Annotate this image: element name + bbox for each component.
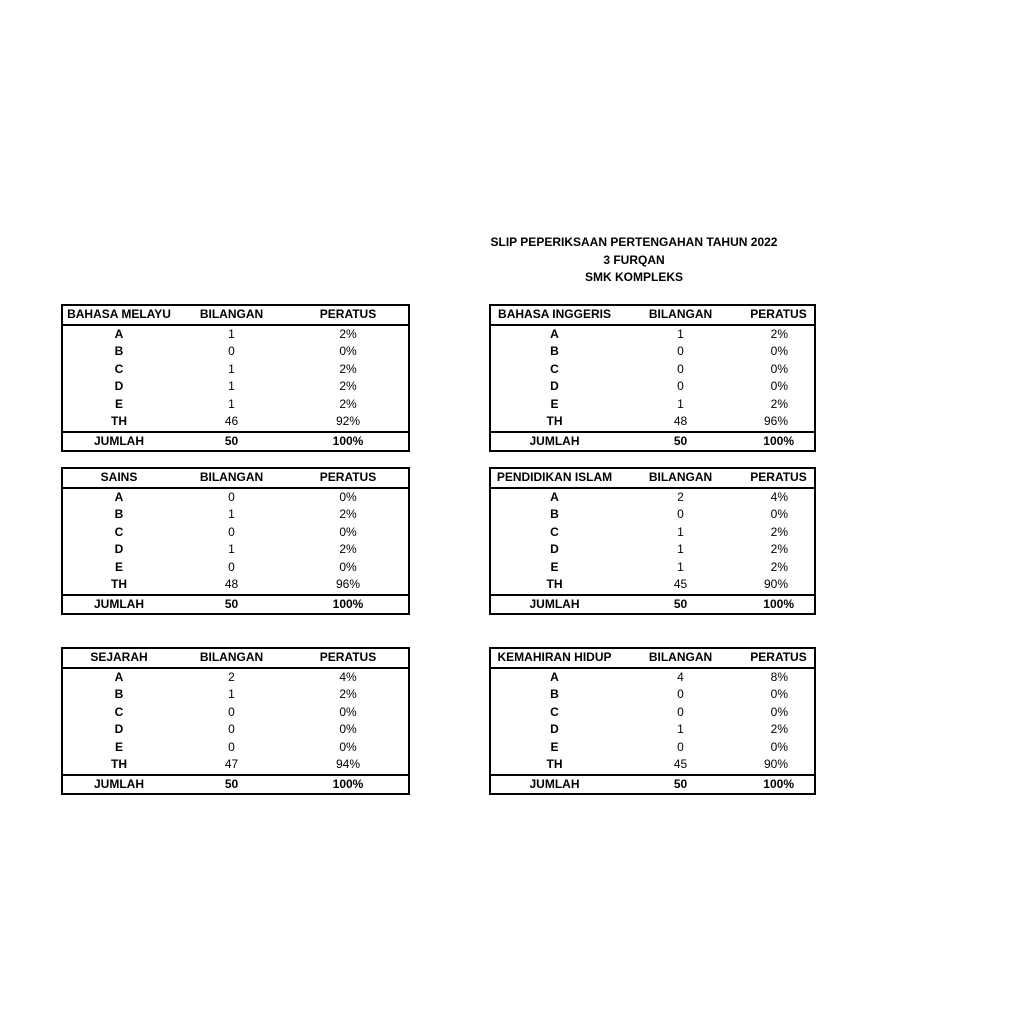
subject-header: SAINS: [62, 468, 175, 488]
total-count: 50: [175, 595, 288, 615]
grade-cell: B: [114, 507, 124, 521]
grade-cell: TH: [111, 757, 127, 771]
grade-cell: A: [114, 669, 124, 684]
total-row: [62, 432, 409, 452]
percent-cell: 0%: [339, 722, 357, 736]
total-percent: 100%: [288, 432, 409, 452]
table-row: [490, 721, 815, 739]
percent-cell: 2%: [339, 379, 357, 393]
subject-table-sejarah: [61, 647, 410, 795]
count-cell: 1: [677, 542, 684, 556]
percent-cell: 2%: [339, 542, 357, 556]
grade-cell: D: [550, 379, 559, 393]
table-row: [62, 413, 409, 432]
table-row: [62, 559, 409, 577]
table-row: [490, 343, 815, 361]
table-row: [62, 756, 409, 775]
grade-cell: TH: [546, 577, 563, 591]
count-cell: 1: [228, 687, 235, 701]
grade-cell: A: [550, 326, 559, 341]
grade-cell: C: [550, 524, 559, 539]
table-row: [490, 413, 815, 432]
total-count: 50: [175, 775, 288, 795]
percent-cell: 90%: [763, 757, 788, 771]
table-row: [490, 686, 815, 704]
percent-cell: 2%: [770, 722, 788, 736]
count-header: BILANGAN: [618, 468, 743, 488]
table-row: [490, 668, 815, 687]
count-cell: 46: [224, 414, 239, 428]
total-count: 50: [618, 595, 743, 615]
table-row: [490, 325, 815, 344]
table-row: [62, 396, 409, 414]
percent-cell: 0%: [339, 524, 357, 539]
percent-cell: 2%: [339, 361, 357, 376]
grade-cell: D: [550, 542, 559, 556]
count-cell: 0: [677, 507, 684, 521]
grade-cell: C: [550, 361, 559, 376]
count-cell: 0: [677, 361, 684, 376]
table-row: [490, 559, 815, 577]
table-row: [490, 739, 815, 757]
grade-cell: C: [550, 704, 559, 719]
grade-cell: C: [114, 361, 124, 376]
percent-cell: 92%: [335, 414, 361, 428]
count-cell: 0: [228, 524, 235, 539]
percent-header: PERATUS: [288, 468, 409, 488]
subject-table-kemahiran-hidup: [489, 647, 816, 795]
percent-cell: 4%: [770, 489, 788, 504]
table-row: [490, 756, 815, 775]
percent-header: PERATUS: [743, 648, 815, 668]
total-percent: 100%: [743, 775, 815, 795]
grade-cell: E: [550, 559, 559, 574]
count-cell: 0: [677, 379, 684, 393]
percent-cell: 0%: [770, 344, 788, 358]
total-label: JUMLAH: [62, 775, 175, 795]
grade-cell: E: [114, 559, 123, 574]
subject-header: BAHASA MELAYU: [62, 305, 175, 325]
grade-cell: D: [114, 542, 124, 556]
count-cell: 0: [677, 704, 684, 719]
count-cell: 0: [677, 687, 684, 701]
subject-header: BAHASA INGGERIS: [490, 305, 618, 325]
total-count: 50: [618, 775, 743, 795]
subject-table-bahasa-inggeris: [489, 304, 816, 452]
percent-cell: 2%: [770, 559, 788, 574]
percent-cell: 2%: [770, 326, 788, 341]
total-row: [490, 595, 815, 615]
count-cell: 1: [677, 559, 684, 574]
grade-cell: C: [114, 704, 124, 719]
table-row: [62, 343, 409, 361]
count-cell: 1: [228, 379, 235, 393]
total-percent: 100%: [743, 595, 815, 615]
table-row: [62, 541, 409, 559]
grade-cell: B: [114, 344, 124, 358]
total-row: [62, 595, 409, 615]
grade-cell: E: [550, 396, 559, 411]
percent-cell: 0%: [770, 361, 788, 376]
count-cell: 1: [677, 524, 684, 539]
count-cell: 0: [228, 344, 235, 358]
percent-cell: 2%: [339, 687, 357, 701]
class-name: 3 FURQAN: [603, 252, 665, 267]
total-count: 50: [175, 432, 288, 452]
count-cell: 0: [228, 489, 235, 504]
count-header: BILANGAN: [618, 305, 743, 325]
table-row: [62, 686, 409, 704]
grade-cell: B: [550, 344, 559, 358]
count-cell: 2: [677, 489, 684, 504]
percent-cell: 2%: [770, 396, 788, 411]
grade-cell: B: [550, 507, 559, 521]
total-percent: 100%: [288, 595, 409, 615]
percent-cell: 0%: [339, 489, 357, 504]
count-cell: 0: [677, 739, 684, 754]
count-cell: 1: [677, 722, 684, 736]
grade-cell: TH: [111, 414, 127, 428]
count-cell: 1: [228, 542, 235, 556]
grade-cell: D: [550, 722, 559, 736]
count-cell: 4: [677, 669, 684, 684]
count-header: BILANGAN: [175, 648, 288, 668]
grade-cell: A: [550, 489, 559, 504]
count-cell: 0: [228, 559, 235, 574]
percent-header: PERATUS: [288, 305, 409, 325]
count-cell: 48: [224, 577, 239, 591]
count-cell: 0: [228, 722, 235, 736]
count-cell: 48: [673, 414, 688, 428]
table-row: [62, 378, 409, 396]
grade-cell: TH: [546, 414, 563, 428]
grade-cell: A: [550, 669, 559, 684]
total-row: [490, 775, 815, 795]
grade-cell: B: [114, 687, 124, 701]
grade-cell: A: [114, 326, 124, 341]
percent-cell: 2%: [770, 542, 788, 556]
total-percent: 100%: [743, 432, 815, 452]
table-row: [490, 488, 815, 507]
grade-cell: D: [114, 379, 124, 393]
percent-cell: 0%: [339, 344, 357, 358]
count-cell: 1: [228, 326, 235, 341]
percent-cell: 94%: [335, 757, 361, 771]
table-row: [490, 361, 815, 379]
percent-cell: 96%: [763, 414, 788, 428]
percent-cell: 0%: [770, 687, 788, 701]
grade-cell: D: [114, 722, 124, 736]
total-label: JUMLAH: [490, 595, 618, 615]
percent-cell: 0%: [770, 507, 788, 521]
grade-cell: TH: [546, 757, 563, 771]
percent-header: PERATUS: [743, 468, 815, 488]
exam-title: SLIP PEPERIKSAAN PERTENGAHAN TAHUN 2022: [490, 235, 778, 249]
table-row: [62, 739, 409, 757]
table-row: [490, 576, 815, 595]
percent-cell: 0%: [770, 739, 788, 754]
percent-cell: 96%: [335, 577, 361, 591]
percent-cell: 2%: [339, 326, 357, 341]
total-row: [62, 775, 409, 795]
total-row: [490, 432, 815, 452]
grade-cell: C: [114, 524, 124, 539]
count-cell: 1: [228, 396, 235, 411]
subject-table-pendidikan-islam: [489, 467, 816, 615]
total-label: JUMLAH: [62, 432, 175, 452]
table-row: [62, 668, 409, 687]
count-header: BILANGAN: [175, 305, 288, 325]
table-row: [490, 704, 815, 722]
count-cell: 2: [228, 669, 235, 684]
table-row: [62, 524, 409, 542]
table-row: [490, 378, 815, 396]
percent-header: PERATUS: [288, 648, 409, 668]
total-label: JUMLAH: [490, 775, 618, 795]
table-row: [62, 506, 409, 524]
table-row: [62, 488, 409, 507]
percent-cell: 0%: [339, 559, 357, 574]
subject-header: PENDIDIKAN ISLAM: [490, 468, 618, 488]
grade-cell: E: [114, 739, 123, 754]
grade-cell: A: [114, 489, 124, 504]
grade-cell: TH: [111, 577, 127, 591]
count-cell: 1: [677, 396, 684, 411]
table-row: [490, 524, 815, 542]
table-row: [62, 721, 409, 739]
percent-cell: 8%: [770, 669, 788, 684]
percent-cell: 90%: [763, 577, 788, 591]
count-cell: 45: [673, 577, 688, 591]
subject-header: KEMAHIRAN HIDUP: [490, 648, 618, 668]
subject-table-bahasa-melayu: [61, 304, 410, 452]
percent-cell: 0%: [770, 379, 788, 393]
count-cell: 45: [673, 757, 688, 771]
table-row: [490, 541, 815, 559]
count-cell: 1: [677, 326, 684, 341]
count-cell: 1: [228, 507, 235, 521]
count-header: BILANGAN: [175, 468, 288, 488]
grade-cell: B: [550, 687, 559, 701]
percent-cell: 0%: [339, 704, 357, 719]
slip-header: [478, 234, 790, 287]
percent-header: PERATUS: [743, 305, 815, 325]
count-cell: 0: [228, 704, 235, 719]
table-row: [490, 506, 815, 524]
percent-cell: 0%: [770, 704, 788, 719]
table-row: [490, 396, 815, 414]
percent-cell: 2%: [339, 396, 357, 411]
table-row: [62, 325, 409, 344]
percent-cell: 2%: [339, 507, 357, 521]
grade-cell: E: [550, 739, 559, 754]
percent-cell: 2%: [770, 524, 788, 539]
count-cell: 0: [677, 344, 684, 358]
subject-header: SEJARAH: [62, 648, 175, 668]
count-cell: 1: [228, 361, 235, 376]
percent-cell: 4%: [339, 669, 357, 684]
count-cell: 0: [228, 739, 235, 754]
subject-table-sains: [61, 467, 410, 615]
table-row: [62, 361, 409, 379]
count-header: BILANGAN: [618, 648, 743, 668]
school-name: SMK KOMPLEKS: [584, 270, 683, 284]
count-cell: 47: [224, 757, 239, 771]
total-label: JUMLAH: [62, 595, 175, 615]
table-row: [62, 576, 409, 595]
total-percent: 100%: [288, 775, 409, 795]
total-label: JUMLAH: [490, 432, 618, 452]
grade-cell: E: [114, 396, 123, 411]
total-count: 50: [618, 432, 743, 452]
percent-cell: 0%: [339, 739, 357, 754]
table-row: [62, 704, 409, 722]
